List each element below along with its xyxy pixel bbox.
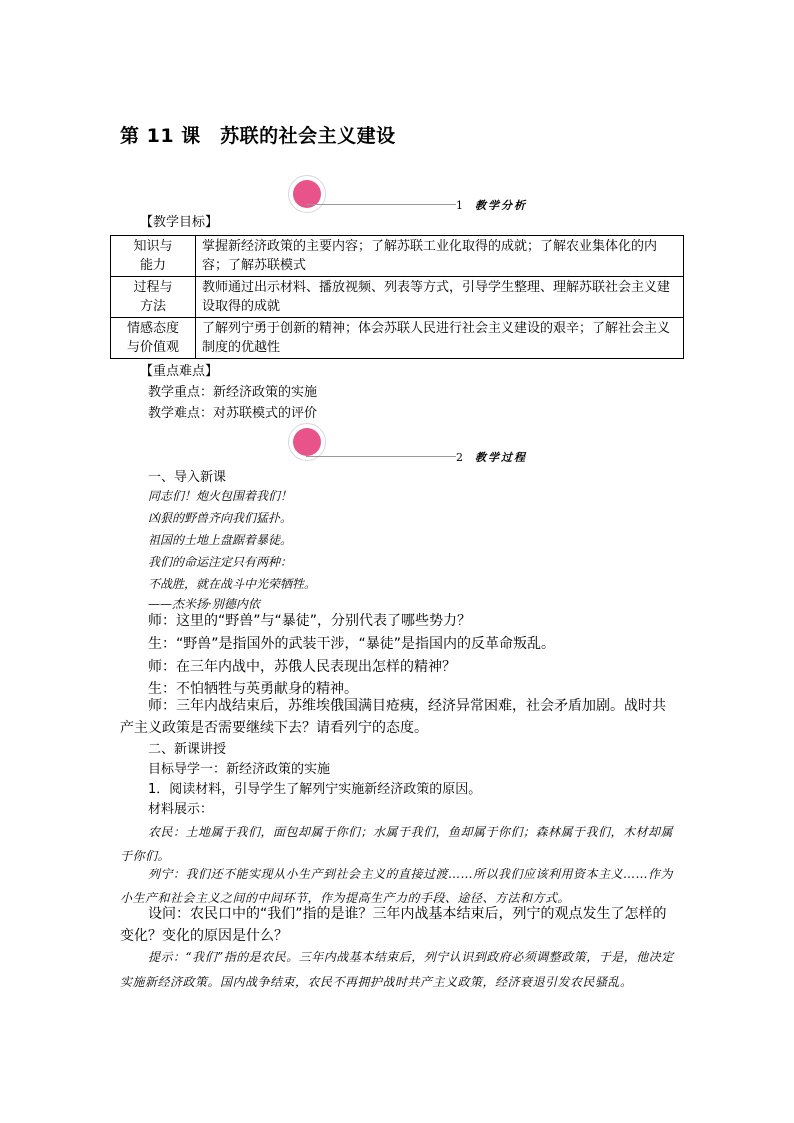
poem-line: 凶狠的野兽齐向我们猛扑。 bbox=[148, 511, 293, 525]
dialog-line: 生：不怕牺牲与英勇献身的精神。 bbox=[148, 681, 358, 697]
goal-value: 了解列宁勇于创新的精神；体会苏联人民进行社会主义建设的艰辛；了解社会主义制度的优越性 bbox=[196, 318, 684, 359]
step-1: 1．阅读材料，引导学生了解列宁实施新经济政策的原因。 bbox=[148, 782, 482, 797]
section-divider bbox=[306, 456, 456, 457]
table-row bbox=[111, 277, 684, 318]
table-row bbox=[111, 236, 684, 277]
poem-line: 祖国的土地上盘踞着暴徒。 bbox=[148, 533, 293, 547]
goal-key: 过程与 方法 bbox=[111, 277, 196, 318]
section-number: 1 bbox=[456, 199, 463, 212]
goal-key: 知识与 能力 bbox=[111, 236, 196, 277]
intro-heading: 一、导入新课 bbox=[148, 470, 227, 485]
question-paragraph: 设问：农民口中的“我们”指的是谁？三年内战基本结束后，列宁的观点发生了怎样的变化？变化的原因是什么？ bbox=[120, 906, 667, 944]
dialog-line: 生：“野兽”是指国外的武装干涉，“暴徒”是指国内的反革命叛乱。 bbox=[148, 636, 556, 652]
section-marker-icon bbox=[288, 175, 326, 213]
goal-value: 教师通过出示材料、播放视频、列表等方式，引导学生整理、理解苏联社会主义建设取得的成就 bbox=[196, 277, 684, 318]
hint-paragraph: 提示：“我们”指的是农民。三年内战基本结束后，列宁认识到政府必须调整政策，于是，他决定实施新经济政策。国内战争结束，农民不再拥护战时共产主义政策，经济衰退引发农民骚乱。 bbox=[120, 950, 674, 989]
section-label: 教学分析 bbox=[475, 199, 527, 212]
section-label: 教学过程 bbox=[475, 451, 527, 464]
page-title: 第 11 课 苏联的社会主义建设 bbox=[120, 125, 396, 147]
section-number: 2 bbox=[456, 451, 463, 464]
difficult-point: 教学难点：对苏联模式的评价 bbox=[148, 406, 318, 421]
material-label: 材料展示： bbox=[148, 802, 214, 817]
poem-line: 不战胜，就在战斗中光荣牺牲。 bbox=[148, 577, 317, 591]
new-lesson-heading: 二、新课讲授 bbox=[148, 742, 227, 757]
poem-author: ——杰米扬·别德内依 bbox=[148, 597, 260, 611]
poem-line: 我们的命运注定只有两种： bbox=[148, 555, 293, 569]
section-heading bbox=[456, 197, 527, 213]
dialog-line: 师：这里的“野兽”与“暴徒”，分别代表了哪些势力？ bbox=[148, 613, 472, 629]
table-row bbox=[111, 318, 684, 359]
key-point: 教学重点：新经济政策的实施 bbox=[148, 385, 318, 400]
key-heading: 【重点难点】 bbox=[140, 364, 219, 379]
transition-paragraph: 师：三年内战结束后，苏维埃俄国满目疮痍，经济异常困难，社会矛盾加剧。战时共产主义政策是否需要继续下去？请看列宁的态度。 bbox=[120, 698, 666, 736]
section-heading bbox=[456, 449, 527, 465]
goal-value: 掌握新经济政策的主要内容；了解苏联工业化取得的成就；了解农业集体化的内容；了解苏联模式 bbox=[196, 236, 684, 277]
goal-key: 情感态度 与价值观 bbox=[111, 318, 196, 359]
goals-table bbox=[110, 235, 684, 359]
target-heading: 目标导学一：新经济政策的实施 bbox=[148, 762, 331, 777]
dialog-line: 师：在三年内战中，苏俄人民表现出怎样的精神？ bbox=[148, 659, 456, 675]
poem-line: 同志们！炮火包围着我们！ bbox=[148, 489, 293, 503]
section-divider bbox=[306, 204, 456, 205]
goals-heading: 【教学目标】 bbox=[140, 215, 219, 230]
material-peasant: 农民：土地属于我们，面包却属于你们；水属于我们，鱼却属于你们；森林属于我们，木材却属于你们。 bbox=[120, 825, 674, 863]
material-lenin: 列宁：我们还不能实现从小生产到社会主义的直接过渡……所以我们应该利用资本主义……作为小生产和社会主义之间的中间环节，作为提高生产力的手段、途径、方法和方式。 bbox=[120, 867, 674, 905]
